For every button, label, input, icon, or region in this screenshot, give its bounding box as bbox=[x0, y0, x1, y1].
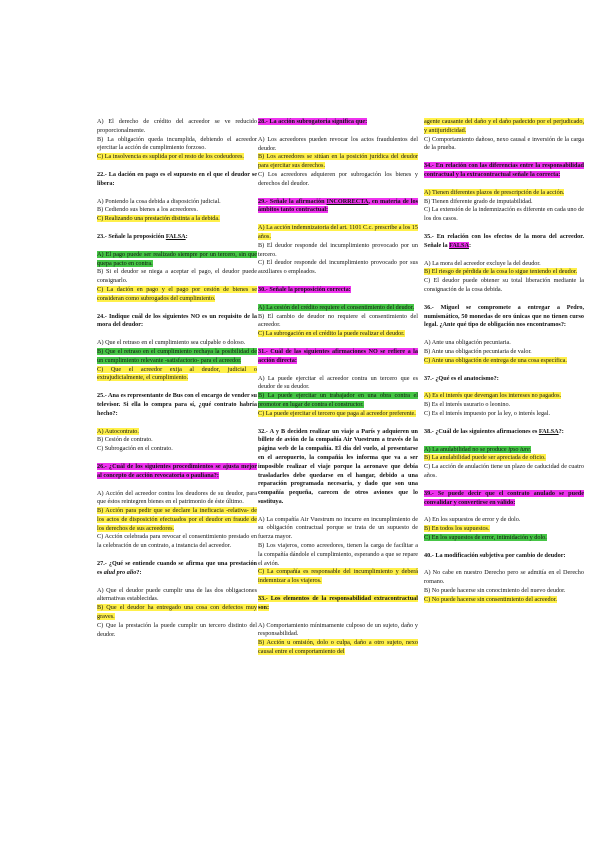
option-a: A) En los supuestos de error y de dolo. bbox=[424, 516, 521, 524]
q28-options bbox=[258, 136, 418, 189]
option-c: C) Subrogación en el contrato. bbox=[97, 445, 173, 453]
option-a: A) Poniendo la cosa debida a disposición judicial. bbox=[97, 197, 221, 205]
option-b: B) No puede hacerse sin conocimiento del nuevo deudor. bbox=[424, 587, 566, 595]
q38-options bbox=[424, 446, 584, 481]
question-31: 31.- Cuál de las siguientes afirmaciones NO se refiere a la acción directa: bbox=[258, 347, 418, 364]
q26-options bbox=[97, 490, 257, 552]
q32-options bbox=[258, 516, 418, 586]
q29-options bbox=[258, 224, 418, 277]
option-b: B) El riesgo de pérdida de la cosa lo sigue teniendo el deudor. bbox=[424, 268, 578, 276]
q36-options bbox=[424, 339, 584, 365]
option-a: A) Es el interés que devengan los intereses no pagados. bbox=[424, 392, 562, 400]
question-39: 39.- Se puede decir que el contrato anulado se puede convalidar y convertirse en válido: bbox=[424, 489, 584, 506]
option-c: C) La subrogación en el crédito la puede realizar el deudor. bbox=[258, 330, 405, 338]
option-c: C) Acción celebrada para revocar el consentimiento prestado en la celebración de un contrato, a instancia del acreedor. bbox=[97, 533, 257, 550]
q33-options bbox=[258, 622, 418, 657]
column-2 bbox=[258, 118, 418, 666]
question-40: 40.- La modificación subjetiva por cambio de deudor: bbox=[424, 551, 566, 559]
column-1 bbox=[97, 118, 257, 648]
question-35: 35.- En relación con los efectos de la mora del acreedor. Señale la FALSA: bbox=[424, 232, 584, 249]
option-c: C) Que la prestación la puede cumplir un tercero distinto del deudor. bbox=[97, 621, 257, 638]
option-b: B) Cesión de contrato. bbox=[97, 436, 153, 444]
option-b: B) El cambio de deudor no requiere el consentimiento del acreedor. bbox=[258, 312, 418, 329]
option-c: C) La acción de anulación tiene un plazo de caducidad de cuatro años. bbox=[424, 463, 584, 479]
option-b: B) Cediendo sus bienes a los acreedores. bbox=[97, 206, 198, 214]
option-c: C) La dación en pago y el pago por cesión de bienes se consideran como subrogados del cumplimiento. bbox=[97, 285, 257, 302]
option-c: C) Que el acreedor exija al deudor, judicial o extrajudicialmente, el cumplimiento. bbox=[97, 365, 257, 382]
question-24: 24.- Indique cuál de los siguientes NO es un requisito de la mora del deudor: bbox=[97, 312, 257, 329]
option-a: A) El derecho de crédito del acreedor se ve reducido proporcionalmente. bbox=[97, 118, 257, 134]
question-34: 34.- En relación con las diferencias entre la responsabilidad contractual y la extracontractual señale la correcta: bbox=[424, 162, 584, 178]
option-b-continued: agente causante del daño y el daño padecido por el perjudicado, y antijuridicidad. bbox=[424, 118, 584, 134]
option-b: B) Acción para pedir que se declare la ineficacia -relativa- de los actos de disposición efectuados por el deudor en fraude de los derechos de sus acreedores. bbox=[97, 507, 257, 532]
option-c: C) El deudor responde del incumplimiento provocado por sus auxiliares o empleados. bbox=[258, 259, 418, 276]
question-38: 38.- ¿Cuál de las siguientes afirmaciones es FALSA?: bbox=[424, 427, 564, 435]
option-b: B) Que el deudor ha entregado una cosa con defectos muy graves. bbox=[97, 604, 257, 621]
option-c: C) La compañía es responsable del incumplimiento y deberá indemnizar a los viajeros. bbox=[258, 568, 418, 585]
question-37: 37.- ¿Qué es el anatocismo?: bbox=[424, 374, 499, 382]
option-b: B) Tienen diferente grado de imputabilidad. bbox=[424, 197, 533, 205]
question-23: 23.- Señale la proposición FALSA: bbox=[97, 232, 188, 240]
option-b: B) Si el deudor se niega a aceptar el pago, el deudor puede consignarlo. bbox=[97, 268, 257, 285]
question-25: 25.- Ana es representante de Bus con el encargo de vender su televisor. Si ella lo compra para sí, ¿qué contrato habría hecho?: bbox=[97, 392, 257, 417]
option-b: B) La obligación queda incumplida, debiendo el acreedor ejercitar la acción de cumplimiento forzoso. bbox=[97, 135, 257, 152]
q27-options bbox=[97, 587, 257, 640]
q22-options bbox=[97, 198, 257, 224]
option-a: A) Acción del acreedor contra los deudores de su deudor, para que éstos reintegren bienes en el patrimonio de éste último. bbox=[97, 489, 257, 506]
option-c: C) En los supuestos de error, intimidación y dolo. bbox=[424, 533, 547, 541]
question-33: 33.- Los elementos de la responsabilidad extracontractual son: bbox=[258, 595, 418, 611]
option-b: B) Los viajeros, como acreedores, tienen la carga de facilitar a la compañía dándole el cumplimiento, esperando a que se repare el avión. bbox=[258, 542, 418, 567]
option-b: B) En todos los supuestos. bbox=[424, 525, 490, 533]
q30-options bbox=[258, 304, 418, 339]
question-28: 28.- La acción subrogatoria significa que: bbox=[258, 118, 368, 125]
q39-options bbox=[424, 516, 584, 542]
question-36: 36.- Miguel se compromete a entregar a Pedro, numismático, 50 monedas de oro únicas que no tienen curso legal. ¿Ante qué tipo de obligación nos encontramos?: bbox=[424, 303, 584, 329]
option-c: C) Realizando una prestación distinta a la debida. bbox=[97, 215, 220, 223]
option-b: B) Ante una obligación pecuniaria de valor. bbox=[424, 347, 532, 355]
option-b: B) Los acreedores se sitúan en la posición jurídica del deudor para ejercitar sus derechos. bbox=[258, 153, 418, 170]
option-c: C) La puede ejercitar el tercero que paga al acreedor preferente. bbox=[258, 409, 416, 417]
option-b: B) El deudor responde del incumplimiento provocado por un tercero. bbox=[258, 241, 418, 258]
option-a: A) Autocontrato. bbox=[97, 427, 139, 435]
option-c: C) Ante una obligación de entrega de una cosa específica. bbox=[424, 356, 567, 364]
question-26: 26.- ¿Cuál de los siguientes procedimientos se ajusta mejor al concepto de acción revocatoria o pauliana?: bbox=[97, 462, 257, 479]
option-c: C) La extensión de la indemnización es diferente en cada uno de los dos casos. bbox=[424, 206, 584, 223]
option-a: A) Que el deudor puede cumplir una de las dos obligaciones alternativas establecidas. bbox=[97, 586, 257, 603]
q40-options bbox=[424, 569, 584, 604]
option-a: A) Los acreedores pueden revocar los actos fraudulentos del deudor. bbox=[258, 135, 418, 152]
option-c: C) La insolvencia es suplida por el resto de los codeudores. bbox=[97, 153, 244, 161]
q34-options bbox=[424, 189, 584, 224]
option-c: C) No puede hacerse sin consentimiento del acreedor. bbox=[424, 595, 557, 603]
option-c: C) El deudor puede obtener su total liberación mediante la consignación de la cosa debida. bbox=[424, 277, 584, 293]
option-a: A) La acción indemnizatoria del art. 1101 C.c. prescribe a los 15 años. bbox=[258, 224, 418, 240]
option-b: B) La puede ejercitar un trabajador en una obra contra el promotor en lugar de contra el constructor. bbox=[258, 392, 418, 408]
q31-options bbox=[258, 375, 418, 419]
option-a: A) Tienen diferentes plazos de prescripción de la acción. bbox=[424, 188, 565, 196]
question-30: 30.- Señale la proposición correcta: bbox=[258, 285, 351, 293]
column-3 bbox=[424, 118, 584, 614]
option-a: A) La mora del acreedor excluye la del deudor. bbox=[424, 259, 541, 267]
option-b: B) Es el interés usurario o leonino. bbox=[424, 401, 511, 409]
q24-options bbox=[97, 339, 257, 383]
option-c: C) Comportamiento dañoso, nexo causal e inversión de la carga de la prueba. bbox=[424, 135, 584, 152]
option-a: A) El pago puede ser realizado siempre por un tercero, sin que quepa pacto en contra. bbox=[97, 250, 257, 267]
q33-options-continued bbox=[424, 118, 584, 153]
option-c: C) Los acreedores adquieren por subrogación los bienes y derechos del deudor. bbox=[258, 170, 418, 187]
q23-options bbox=[97, 251, 257, 304]
option-a: A) Ante una obligación pecuniaria. bbox=[424, 339, 511, 347]
q37-options bbox=[424, 392, 584, 418]
option-a: A) No cabe en nuestro Derecho pero se admitía en el Derecho romano. bbox=[424, 569, 584, 586]
option-a: A) La puede ejercitar el acreedor contra un tercero que es deudor de su deudor. bbox=[258, 374, 418, 391]
question-27: 27.- ¿Qué se entiende cuando se afirma que una prestación es alud pro alio?: bbox=[97, 560, 257, 576]
question-29: 29.- Señale la afirmación INCORRECTA, en materia de los ámbitos tanto contractual: bbox=[258, 197, 418, 214]
question-22: 22.- La dación en pago es el supuesto en el que el deudor se libera: bbox=[97, 170, 257, 187]
option-c: C) Es el interés impuesto por la ley, o interés legal. bbox=[424, 409, 551, 417]
q25-options bbox=[97, 428, 257, 454]
option-b: B) La anulabilidad puede ser apreciada de oficio. bbox=[424, 454, 546, 462]
option-b: B) Acción u omisión, dolo o culpa, daño a otro sujeto, nexo causal entre el comportamiento del bbox=[258, 639, 418, 656]
option-a: A) Que el retraso en el cumplimiento sea culpable o doloso. bbox=[97, 339, 246, 347]
question-32: 32.- A y B deciden realizar un viaje a París y adquieren un billete de avión de la compañía Air Vuestrum a través de la página web de la compañía. El día del vuelo, al presentarse en el aeropuerto, la compañía les informa que va a ser imposible realizar el viaje porque la aeronave que debía trasladarles debe quedarse en el hangar, debido a una reparación programada necesaria, y dado que son una compañía pequeña, carecen de otros aviones que lo sustituya. bbox=[258, 427, 418, 505]
option-b: B) Que el retraso en el cumplimiento rechaya la posibilidad de un cumplimiento relevante -satisfactorio- para el acreedor. bbox=[97, 347, 257, 364]
q35-options bbox=[424, 260, 584, 295]
option-a: A) La anulabilidad no se produce ipso iure. bbox=[424, 445, 532, 453]
option-a: A) Comportamiento mínimamente culposo de un sujeto, daño y responsabilidad. bbox=[258, 621, 418, 638]
option-a: A) La compañía Air Vuestrum no incurre en incumplimiento de su obligación contractual porque se trata de un supuesto de fuerza mayor. bbox=[258, 515, 418, 541]
q21-options bbox=[97, 118, 257, 162]
option-a: A) La cesión del crédito requiere el consentimiento del deudor. bbox=[258, 303, 415, 311]
